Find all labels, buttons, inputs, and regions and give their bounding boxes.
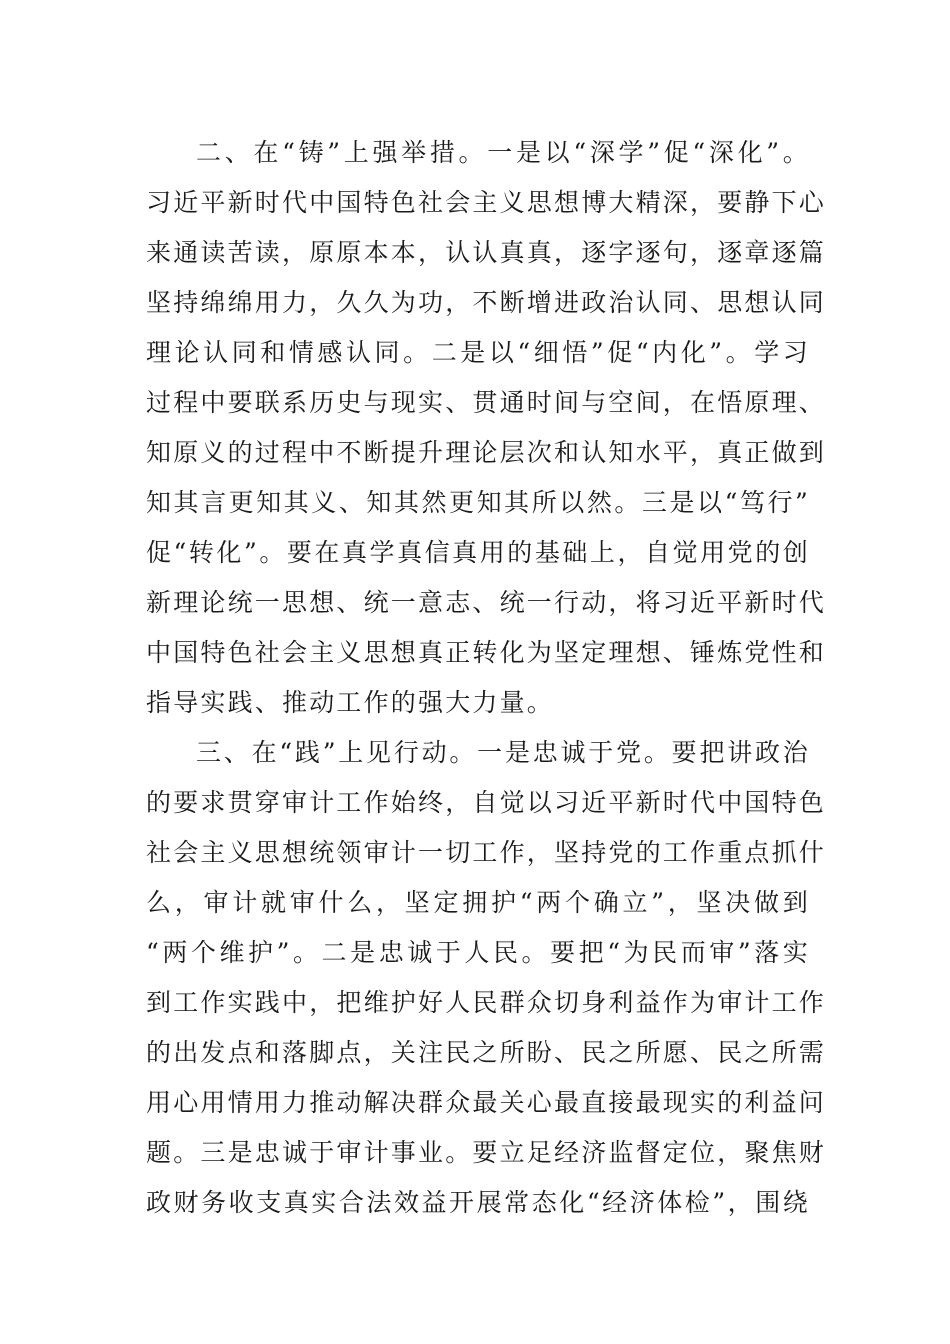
- paragraph-3-line-1: 三、在“践”上见行动。一是忠诚于党。要把讲政治: [196, 738, 810, 767]
- paragraph-2-line-10: 新理论统一思想、统一意志、统一行动，将习近平新时代: [146, 588, 827, 617]
- paragraph-3-line-6: 到工作实践中，把维护好人民群众切身利益作为审计工作: [146, 988, 827, 1017]
- paragraph-2-line-6: 过程中要联系历史与现实、贯通时间与空间，在悟原理、: [146, 388, 827, 417]
- paragraph-2-line-8: 知其言更知其义、知其然更知其所以然。三是以“笃行”: [146, 488, 810, 517]
- paragraph-3-line-7: 的出发点和落脚点，关注民之所盼、民之所愿、民之所需: [146, 1038, 827, 1067]
- paragraph-2-line-1: 二、在“铸”上强举措。一是以“深学”促“深化”。: [196, 138, 810, 167]
- paragraph-2-line-3: 来通读苦读，原原本本，认认真真，逐字逐句，逐章逐篇: [146, 238, 827, 267]
- paragraph-2-line-12: 指导实践、推动工作的强大力量。: [146, 688, 555, 717]
- paragraph-3-line-2: 的要求贯穿审计工作始终，自觉以习近平新时代中国特色: [146, 788, 827, 817]
- paragraph-2-line-5: 理论认同和情感认同。二是以“细悟”促“内化”。学习: [146, 338, 810, 367]
- paragraph-3-line-4: 么，审计就审什么，坚定拥护“两个确立”，坚决做到: [146, 888, 810, 917]
- paragraph-3-line-8: 用心用情用力推动解决群众最关心最直接最现实的利益问: [146, 1088, 827, 1117]
- paragraph-2-line-2: 习近平新时代中国特色社会主义思想博大精深，要静下心: [146, 188, 827, 217]
- paragraph-3-line-9: 题。三是忠诚于审计事业。要立足经济监督定位，聚焦财: [146, 1138, 827, 1167]
- paragraph-2-line-11: 中国特色社会主义思想真正转化为坚定理想、锤炼党性和: [146, 638, 827, 667]
- paragraph-2-line-7: 知原义的过程中不断提升理论层次和认知水平，真正做到: [146, 438, 827, 467]
- paragraph-3-line-5: “两个维护”。二是忠诚于人民。要把“为民而审”落实: [146, 938, 810, 967]
- document-body: [146, 128, 827, 1228]
- paragraph-2-line-9: 促“转化”。要在真学真信真用的基础上，自觉用党的创: [146, 538, 810, 567]
- paragraph-3-line-3: 社会主义思想统领审计一切工作，坚持党的工作重点抓什: [146, 838, 827, 867]
- paragraph-2-line-4: 坚持绵绵用力，久久为功，不断增进政治认同、思想认同: [146, 288, 827, 317]
- paragraph-3-line-10: 政财务收支真实合法效益开展常态化“经济体检”，围绕: [146, 1188, 810, 1217]
